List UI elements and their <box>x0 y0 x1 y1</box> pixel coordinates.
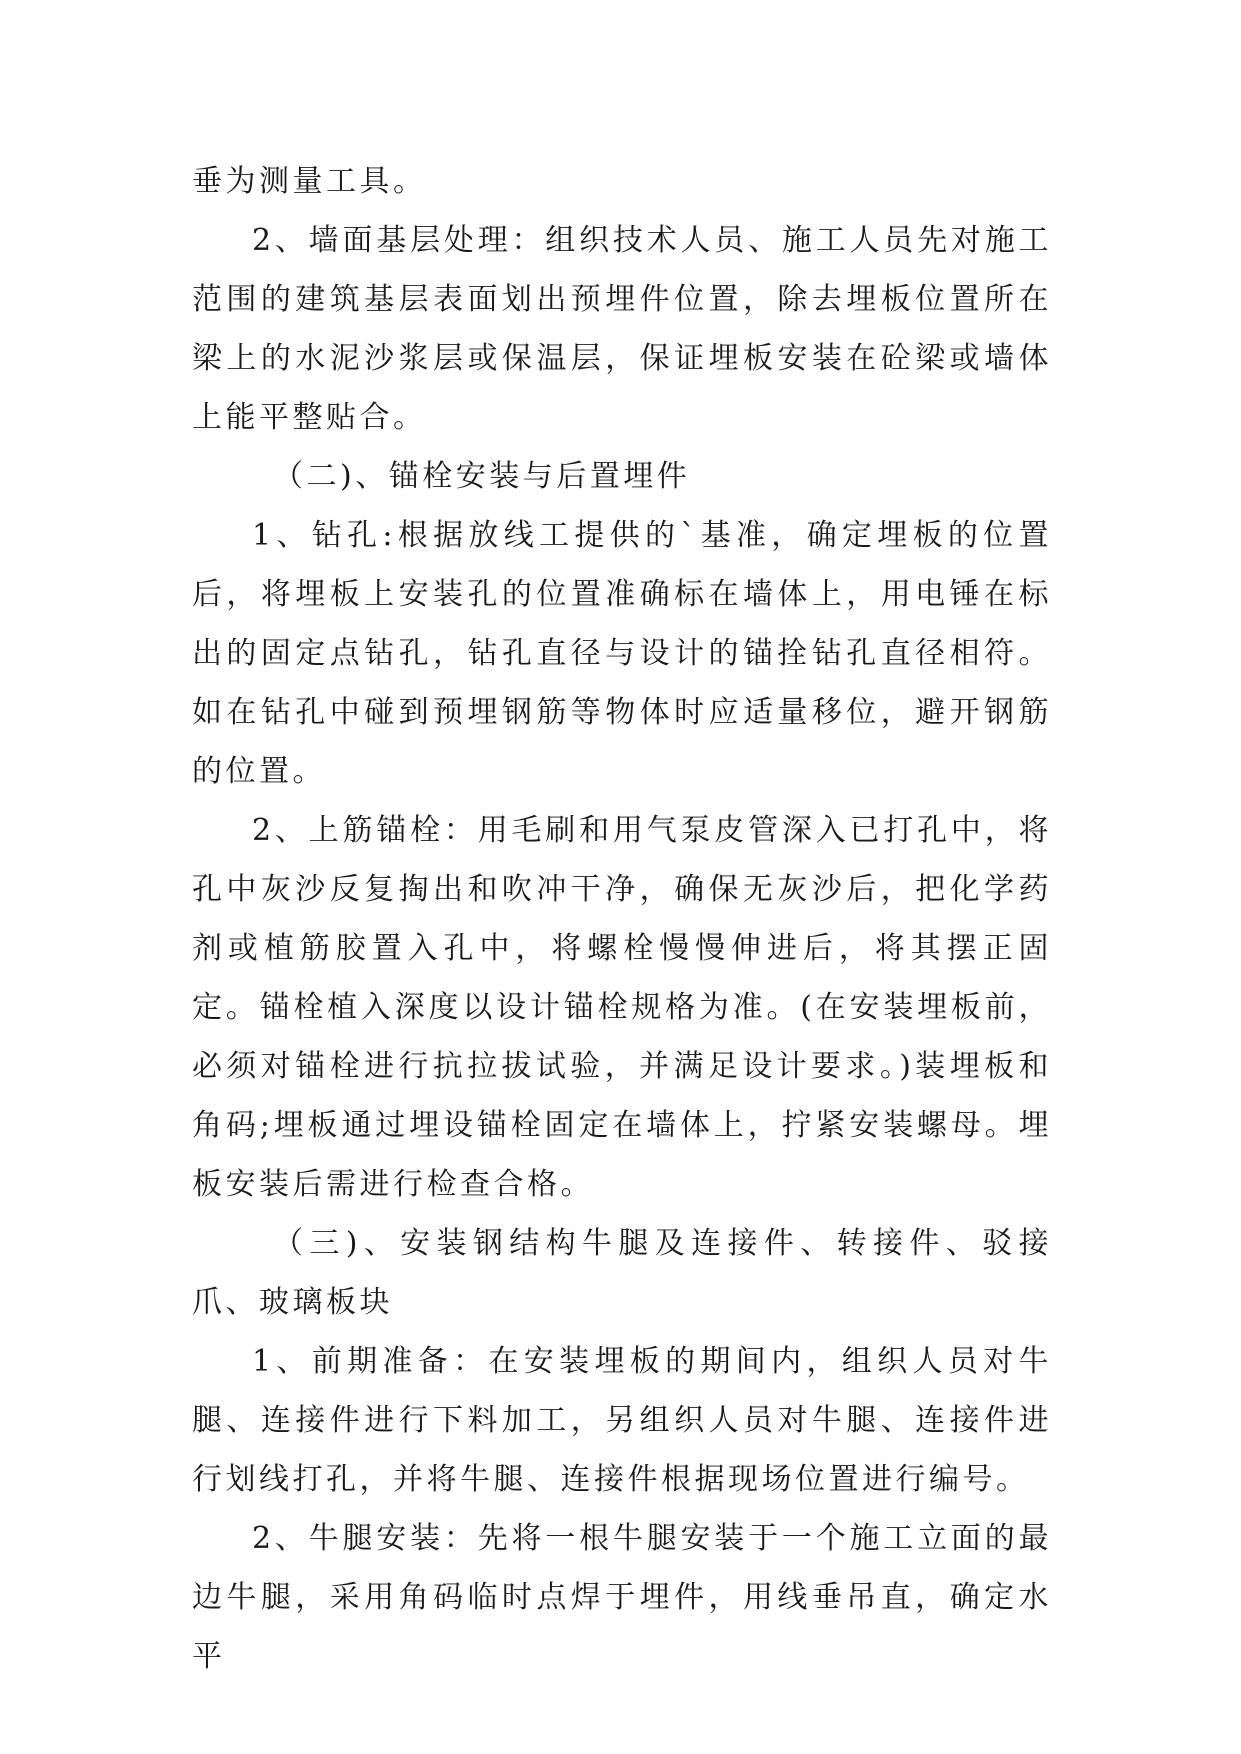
section-heading-anchor-installation: （二)、锚栓安装与后置埋件 <box>273 459 691 494</box>
paragraph-bracket-installation: 2、牛腿安装：先将一根牛腿安装于一个施工立面的最边牛腿，采用角码临时点焊于埋件，用线垂吊直，确定水平 <box>192 1521 1052 1674</box>
paragraph-anchor-bolts: 2、上筋锚栓：用毛刷和用气泵皮管深入已打孔中，将孔中灰沙反复掏出和吹冲干净，确保无灰沙后，把化学药剂或植筋胶置入孔中，将螺栓慢慢伸进后，将其摆正固定。锚栓植入深度以设计锚栓规格为准。(在安装埋板前，必须对锚栓进行抗拉拔试验，并满足设计要求。)装埋板和角码;埋板通过埋设锚栓固定在墙体上，拧紧安装螺母。埋板安装后需进行检查合格。 <box>192 813 1052 1202</box>
document-page <box>192 152 1052 1686</box>
section-heading-steel-structure: （三)、安装钢结构牛腿及连接件、转接件、驳接爪、玻璃板块 <box>192 1226 1052 1320</box>
paragraph-wall-base-treatment: 2、墙面基层处理：组织技术人员、施工人员先对施工范围的建筑基层表面划出预埋件位置，除去埋板位置所在梁上的水泥沙浆层或保温层，保证埋板安装在砼梁或墙体上能平整贴合。 <box>192 223 1052 435</box>
paragraph-continuation: 垂为测量工具。 <box>192 164 427 199</box>
paragraph-preparation: 1、前期准备：在安装埋板的期间内，组织人员对牛腿、连接件进行下料加工，另组织人员对牛腿、连接件进行划线打孔，并将牛腿、连接件根据现场位置进行编号。 <box>192 1344 1052 1497</box>
paragraph-drilling: 1、钻孔:根据放线工提供的`基准，确定埋板的位置后，将埋板上安装孔的位置准确标在墙体上，用电锤在标出的固定点钻孔，钻孔直径与设计的锚拴钻孔直径相符。如在钻孔中碰到预埋钢筋等物体时应适量移位，避开钢筋的位置。 <box>192 518 1052 789</box>
